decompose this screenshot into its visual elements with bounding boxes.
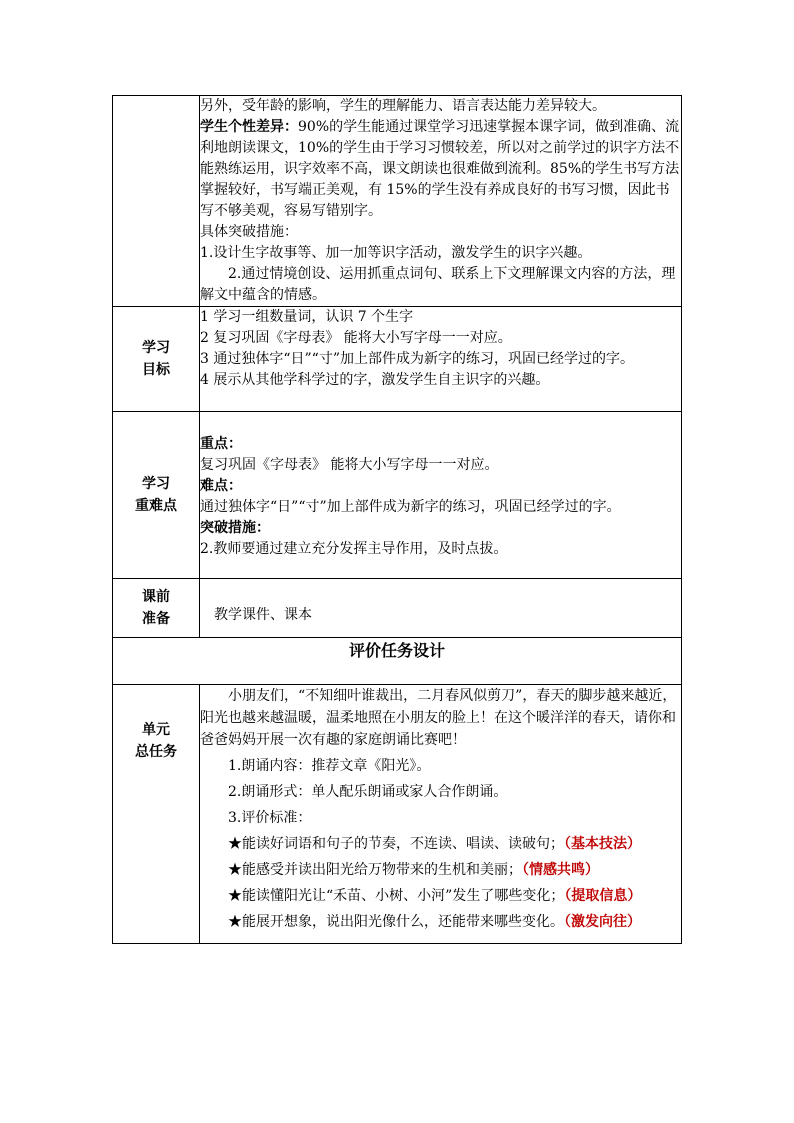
measures-title: 具体突破措施： (200, 224, 298, 240)
criteria-item: ★能展开想象，说出阳光像什么，还能带来哪些变化。（激发向往） (228, 914, 641, 930)
goal-item: 3 通过独体字“日”“寸”加上部件成为新字的练习，巩固已经学过的字。 (200, 351, 634, 367)
task-form-item: 2.朗诵形式：单人配乐朗诵或家人合作朗诵。 (228, 784, 508, 800)
measure-item: 2.通过情境创设、运用抓重点词句、联系上下文理解课文内容的方法，理解文中蕴含的情感。 (200, 266, 676, 303)
task-content (200, 685, 682, 944)
analysis-line: 另外，受年龄的影响，学生的理解能力、语言表达能力差异较大。 (200, 98, 606, 114)
prep-text: 教学课件、课本 (214, 606, 312, 623)
individual-difference-label: 学生个性差异： (200, 119, 298, 135)
task-criteria-title: 3.评价标准： (228, 810, 312, 826)
section-title-row (113, 638, 682, 685)
goal-item: 1 学习一组数量词，认识 7 个生字 (200, 309, 414, 325)
breakthrough-text: 2.教师要通过建立充分发挥主导作用，及时点拔。 (200, 541, 508, 557)
goals-label: 学习 目标 (113, 307, 200, 412)
criteria-tag: （基本技法） (564, 836, 641, 852)
criteria-item: ★能感受并读出阳光给万物带来的生机和美丽；（情感共鸣） (228, 862, 599, 878)
difficult-point-text: 通过独体字“日”“寸”加上部件成为新字的练习，巩固已经学过的字。 (200, 499, 621, 515)
criteria-item: ★能读好词语和句子的节奏，不连读、唱读、读破句；（基本技法） (228, 836, 641, 852)
measure-item: 1.设计生字故事等、加一加等识字活动，激发学生的识字兴趣。 (200, 245, 592, 261)
individual-difference-text: 学生个性差异：90%的学生能通过课堂学习迅速掌握本课字词，做到准确、流利地朗读课文，10%的学生由于学习习惯较差，所以对之前学过的识字方法不能熟练运用，识字效率不高，课文朗读也很难做到流利。85%的学生书写方法掌握较好，书写端正美观，有 15%的学生没有养成良好的书写习惯，因此书写不够美观，容易写错别字。 (200, 119, 680, 219)
goal-item: 4 展示从其他学科学过的字，激发学生自主识字的兴趣。 (200, 372, 550, 388)
task-intro: 小朋友们，“不知细叶谁裁出，二月春风似剪刀”，春天的脚步越来越近，阳光也越来越温暖，温柔地照在小朋友的脸上！在这个暖洋洋的春天，请你和爸爸妈妈开展一次有趣的家庭朗诵比赛吧！ (200, 688, 677, 748)
keypoints-row (113, 412, 682, 579)
goals-content (200, 307, 682, 412)
difficult-point-title: 难点： (200, 478, 242, 494)
goal-item: 2 复习巩固《字母表》 能将大小写字母一一对应。 (200, 330, 512, 346)
analysis-label-cell (113, 96, 200, 307)
key-point-text: 复习巩固《字母表》 能将大小写字母一一对应。 (200, 457, 499, 473)
prep-label: 课前 准备 (113, 579, 200, 638)
key-point-title: 重点： (200, 436, 242, 452)
criteria-item: ★能读懂阳光让“禾苗、小树、小河”发生了哪些变化；（提取信息） (228, 888, 642, 904)
keypoints-label: 学习 重难点 (113, 412, 200, 579)
criteria-tag: （提取信息） (564, 888, 642, 904)
goals-row (113, 307, 682, 412)
analysis-content (200, 96, 682, 307)
criteria-tag: （情感共鸣） (522, 862, 599, 878)
task-label: 单元 总任务 (113, 685, 200, 944)
criteria-tag: （激发向往） (564, 914, 641, 930)
prep-row (113, 579, 682, 638)
prep-content (200, 579, 682, 638)
analysis-row (113, 96, 682, 307)
task-content-item: 1.朗诵内容：推荐文章《阳光》。 (228, 758, 431, 774)
keypoints-content (200, 412, 682, 579)
section-title: 评价任务设计 (113, 638, 682, 685)
breakthrough-title: 突破措施： (200, 520, 270, 536)
lesson-plan-table (112, 95, 682, 944)
task-row (113, 685, 682, 944)
